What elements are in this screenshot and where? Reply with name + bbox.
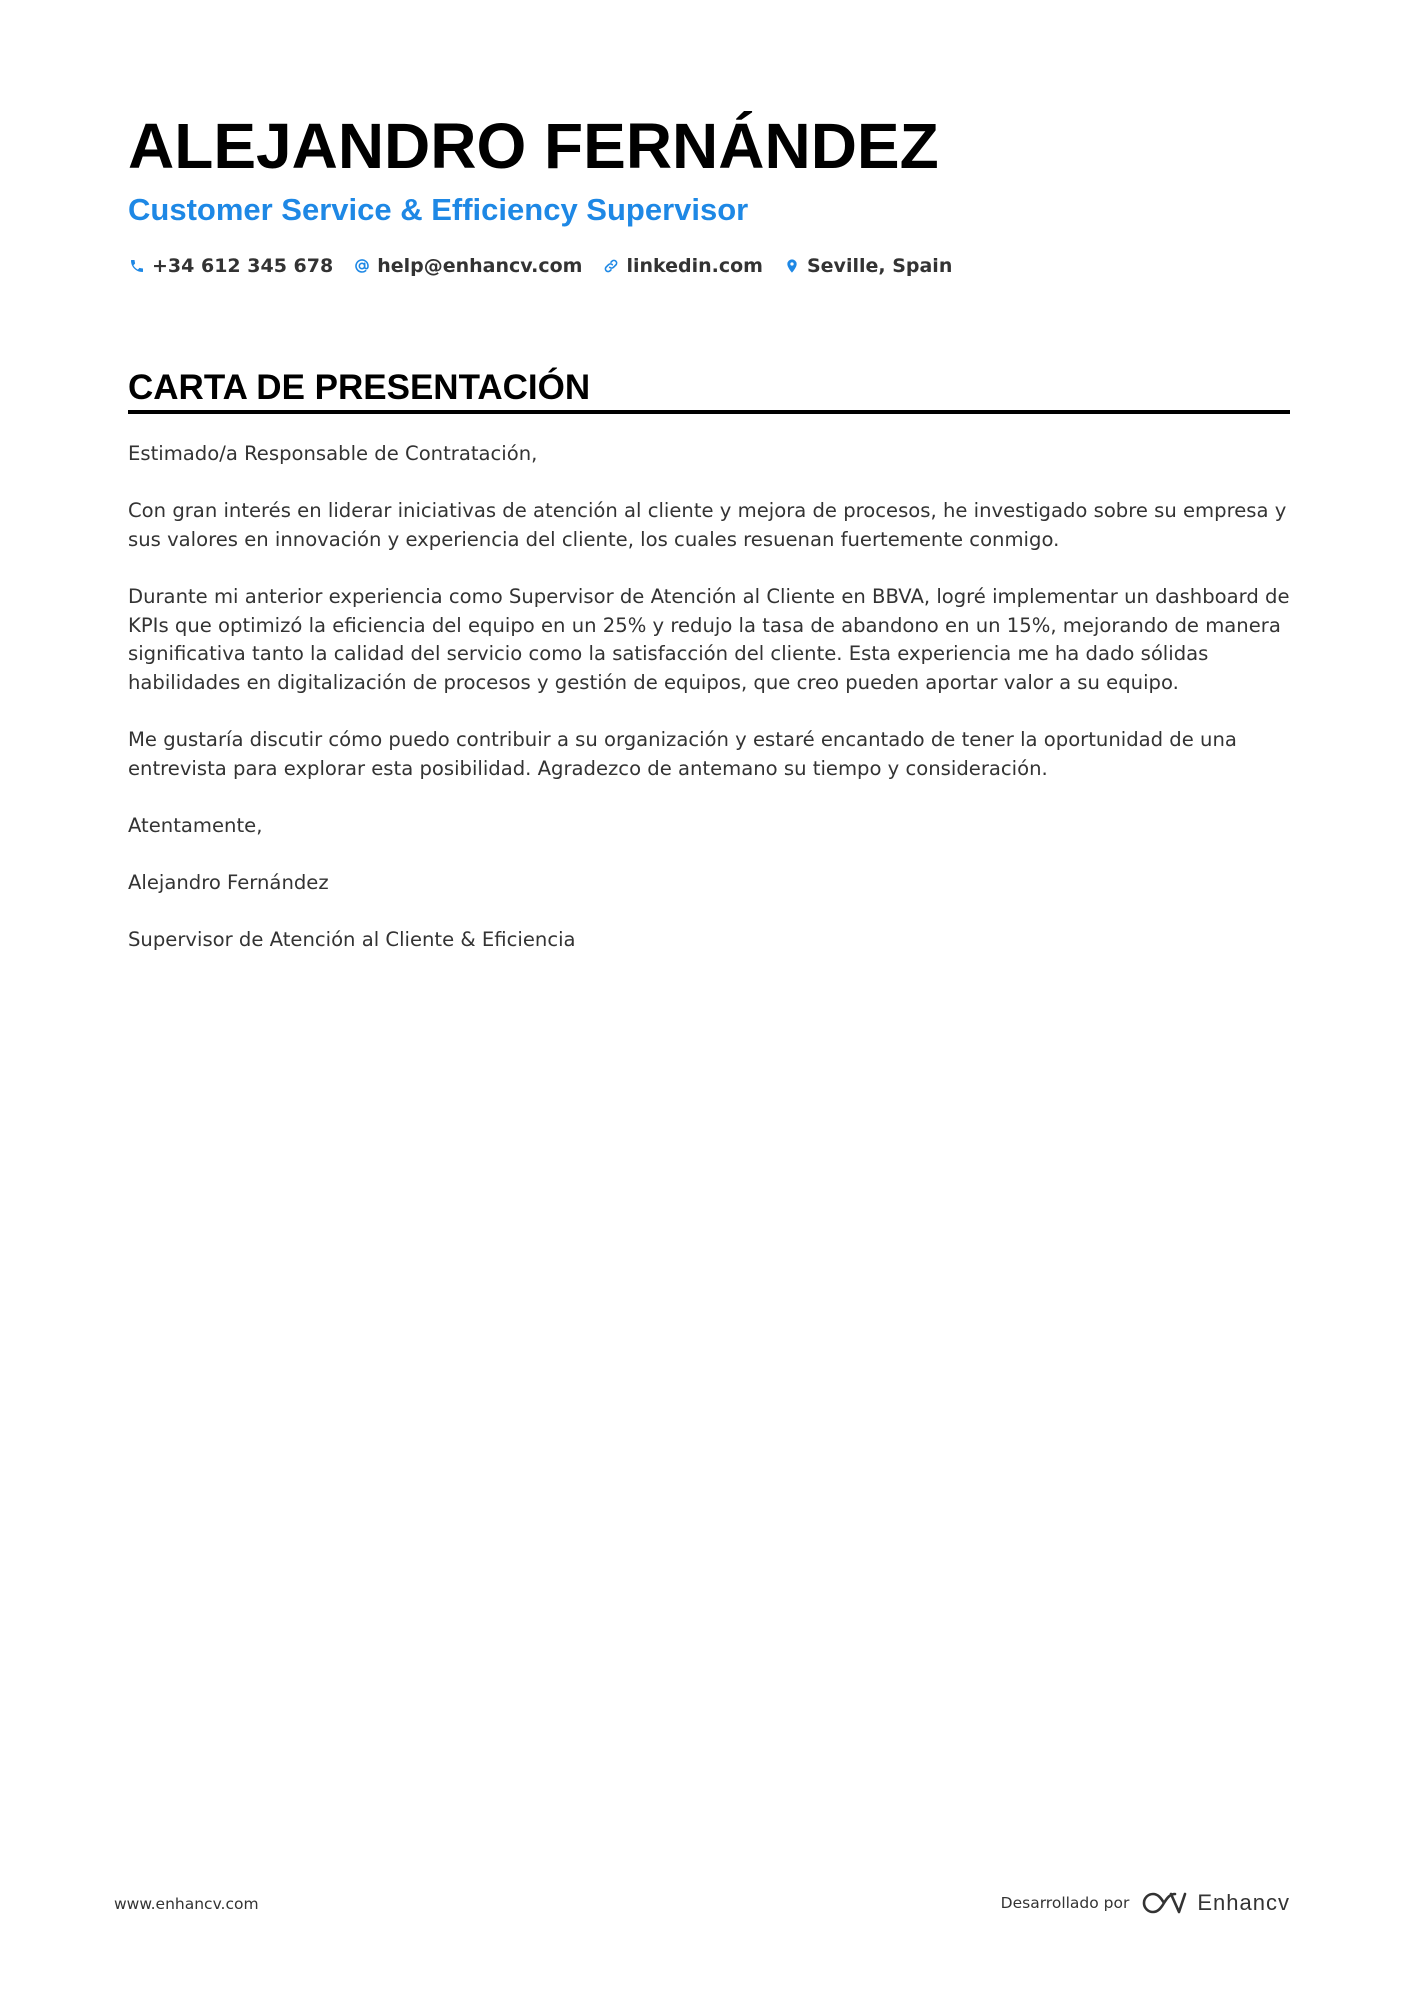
footer-branding	[1001, 1890, 1290, 1916]
contact-bar	[128, 255, 972, 277]
footer-website-link[interactable]: www.enhancv.com	[114, 1895, 259, 1913]
letter-body	[128, 440, 1290, 983]
letter-closing: Atentamente,	[128, 813, 263, 837]
link-icon	[602, 257, 620, 275]
letter-paragraph-3: Me gustaría discutir cómo puedo contribuir a su organización y estaré encantado de tener la oportunidad de una entrevista para explorar esta posibilidad. Agradezco de antemano su tiempo y consideración.	[128, 727, 1237, 780]
at-icon	[353, 257, 371, 275]
contact-email-text: help@enhancv.com	[377, 255, 583, 277]
letter-paragraph-1: Con gran interés en liderar iniciativas de atención al cliente y mejora de procesos, he investigado sobre su empresa y sus valores en innovación y experiencia del cliente, los cuales resuenan fuertemente conmigo.	[128, 499, 1287, 551]
location-pin-icon	[783, 257, 801, 275]
contact-linkedin-text: linkedin.com	[626, 255, 763, 277]
candidate-name: ALEJANDRO FERNÁNDEZ	[128, 110, 939, 182]
powered-by-label: Desarrollado por	[1000, 1894, 1130, 1912]
contact-phone[interactable]	[128, 255, 333, 277]
section-divider	[128, 410, 1290, 414]
candidate-role: Customer Service & Efficiency Supervisor	[128, 192, 749, 227]
letter-greeting: Estimado/a Responsable de Contratación,	[128, 442, 538, 465]
letter-paragraph-2: Durante mi anterior experiencia como Supervisor de Atención al Cliente en BBVA, logré implementar un dashboard de KPIs que optimizó la eficiencia del equipo en un 25% y redujo la tasa de abandono en un 15%, mejorando de manera significativa tanto la calidad del servicio como la satisfacción del cliente. Esta experiencia me ha dado sólidas habilidades en digitalización de procesos y gestión de equipos, que creo pueden aportar valor a su equipo.	[128, 584, 1290, 694]
signature-name: Alejandro Fernández	[128, 870, 329, 894]
signature-title: Supervisor de Atención al Cliente & Eficiencia	[128, 928, 576, 952]
contact-email[interactable]	[353, 255, 582, 277]
brand-wordmark[interactable]: Enhancv	[1197, 1890, 1290, 1915]
enhancv-logo-icon	[1141, 1890, 1187, 1916]
phone-icon	[128, 257, 146, 275]
contact-linkedin[interactable]	[602, 255, 763, 277]
section-title: CARTA DE PRESENTACIÓN	[128, 368, 591, 407]
contact-location	[783, 255, 952, 277]
contact-location-text: Seville, Spain	[806, 255, 953, 277]
contact-phone-text: +34 612 345 678	[152, 255, 334, 277]
